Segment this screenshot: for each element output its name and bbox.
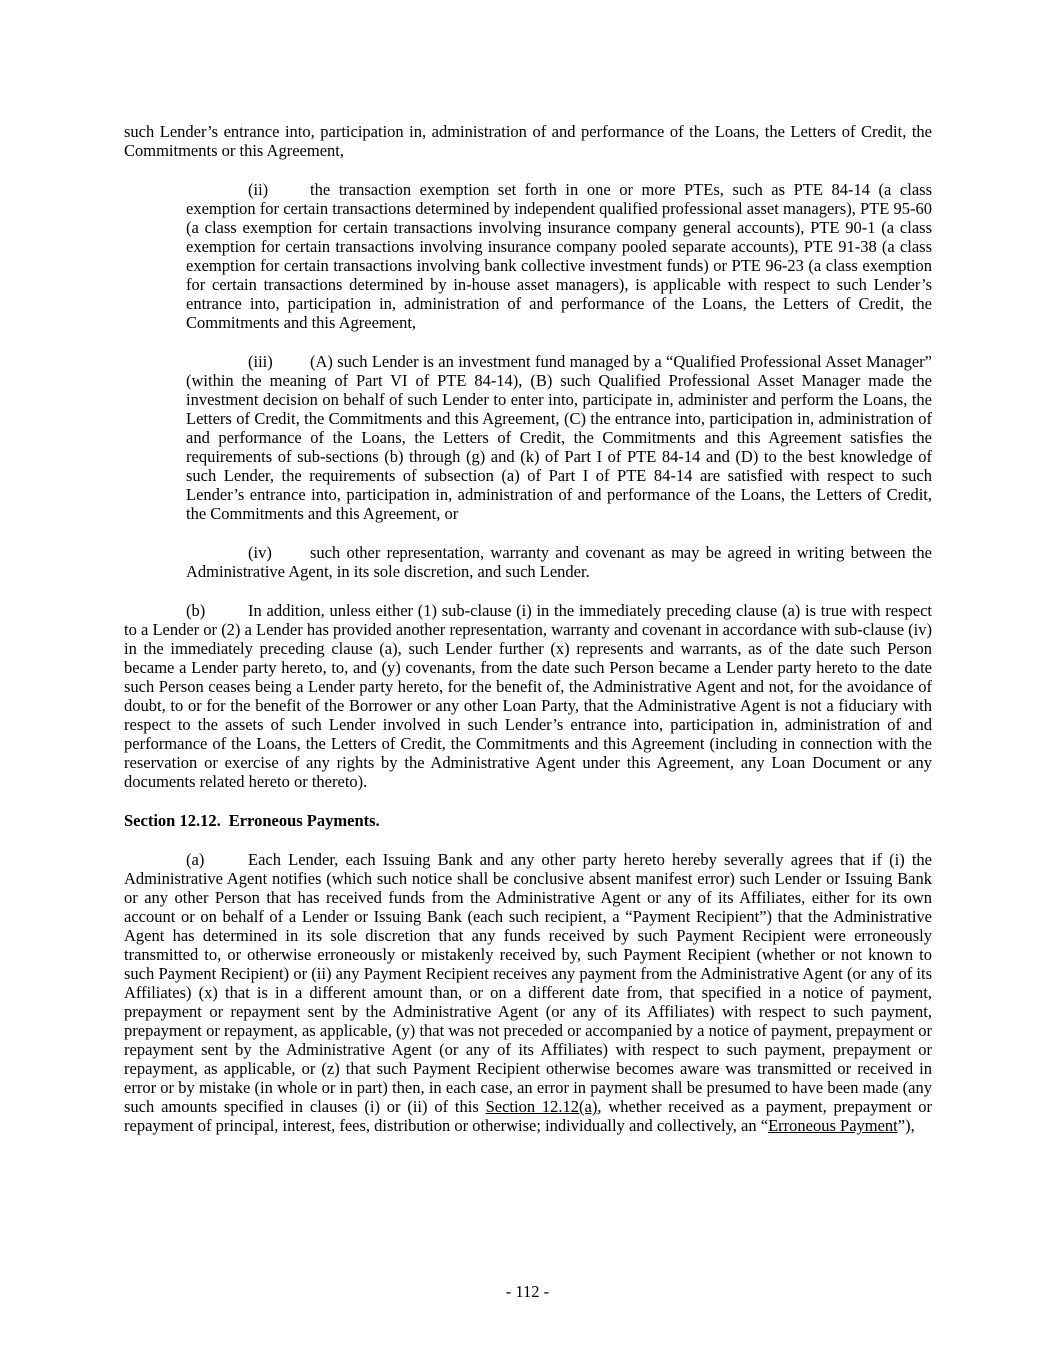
clause-a-text-3: ”),: [897, 1116, 915, 1135]
document-page: [124, 122, 932, 1135]
clause-iv-label: (iv): [248, 543, 272, 562]
clause-iii-text: (A) such Lender is an investment fund managed by a “Qualified Professional Asset Manager” (within the meaning of Part VI of PTE 84-14), (B) such Qualified Professional Asset Manager made the investment decision on behalf of such Lender to enter into, participate in, administer and perform the Loans, the Letters of Credit, the Commitments and this Agreement, (C) the entrance into, participation in, administration of and performance of the Loans, the Letters of Credit, the Commitments and this Agreement satisfies the requirements of sub-sections (b) through (g) and (k) of Part I of PTE 84-14 and (D) to the best knowledge of such Lender, the requirements of subsection (a) of Part I of PTE 84-14 are satisfied with respect to such Lender’s entrance into, participation in, administration of and performance of the Loans, the Letters of Credit, the Commitments and this Agreement, or: [186, 352, 932, 523]
clause-a: [124, 850, 932, 1135]
clause-ii-text: the transaction exemption set forth in one or more PTEs, such as PTE 84-14 (a class exemption for certain transactions determined by independent qualified professional asset managers), PTE 95-60 (a class exemption for certain transactions involving insurance company general accounts), PTE 90-1 (a class exemption for certain transactions involving insurance company pooled separate accounts), PTE 91-38 (a class exemption for certain transactions involving bank collective investment funds) or PTE 96-23 (a class exemption for certain transactions determined by in-house asset managers), is applicable with respect to such Lender’s entrance into, participation in, administration of and performance of the Loans, the Letters of Credit, the Commitments and this Agreement,: [186, 180, 932, 332]
clause-ii: [186, 180, 932, 332]
clause-iii: [186, 352, 932, 523]
section-reference-link[interactable]: Section 12.12(a): [485, 1097, 598, 1116]
section-heading: [124, 811, 932, 830]
paragraph-continuation: such Lender’s entrance into, participation in, administration of and performance of the Loans, the Letters of Credit, the Commitments or this Agreement,: [124, 122, 932, 160]
clause-ii-label: (ii): [248, 180, 269, 199]
clause-b-text: In addition, unless either (1) sub-clause (i) in the immediately preceding clause (a) is true with respect to a Lender or (2) a Lender has provided another representation, warranty and covenant in accordance with sub-clause (iv) in the immediately preceding clause (a), such Lender further (x) represents and warrants, as of the date such Person became a Lender party hereto, to, and (y) covenants, from the date such Person became a Lender party hereto to the date such Person ceases being a Lender party hereto, for the benefit of, the Administrative Agent and not, for the avoidance of doubt, to or for the benefit of the Borrower or any other Loan Party, that the Administrative Agent is not a fiduciary with respect to the assets of such Lender involved in such Lender’s entrance into, participation in, administration of and performance of the Loans, the Letters of Credit, the Commitments and this Agreement (including in connection with the reservation or exercise of any rights by the Administrative Agent under this Agreement, any Loan Document or any documents related hereto or thereto).: [124, 601, 932, 791]
section-number: Section 12.12.: [124, 811, 221, 830]
clause-b: [124, 601, 932, 791]
clause-a-text-1: Each Lender, each Issuing Bank and any other party hereto hereby severally agrees that if (i) the Administrative Agent notifies (which such notice shall be conclusive absent manifest error) such Lender or Issuing Bank or any other Person that has received funds from the Administrative Agent or any of its Affiliates, either for its own account or on behalf of a Lender or Issuing Bank (each such recipient, a “Payment Recipient”) that the Administrative Agent has determined in its sole discretion that any funds received by such Payment Recipient were erroneously transmitted to, or otherwise erroneously or mistakenly received by, such Payment Recipient (whether or not known to such Payment Recipient) or (ii) any Payment Recipient receives any payment from the Administrative Agent (or any of its Affiliates) (x) that is in a different amount than, or on a different date from, that specified in a notice of payment, prepayment or repayment sent by the Administrative Agent (or any of its Affiliates) with respect to such payment, prepayment or repayment, as applicable, (y) that was not preceded or accompanied by a notice of payment, prepayment or repayment sent by the Administrative Agent (or any of its Affiliates) with respect to such payment, prepayment or repayment, as applicable, or (z) that such Payment Recipient otherwise becomes aware was transmitted or received in error or by mistake (in whole or in part) then, in each case, an error in payment shall be presumed to have been made (any such amounts specified in clauses (i) or (ii) of this: [124, 850, 932, 1116]
page-number: - 112 -: [505, 1282, 550, 1301]
clause-iv-text: such other representation, warranty and covenant as may be agreed in writing between the Administrative Agent, in its sole discretion, and such Lender.: [186, 543, 932, 581]
clause-a-label: (a): [186, 850, 205, 869]
clause-iii-label: (iii): [248, 352, 273, 371]
defined-term: Erroneous Payment: [768, 1116, 898, 1135]
section-title: Erroneous Payments.: [228, 811, 380, 830]
clause-b-label: (b): [186, 601, 206, 620]
clause-iv: [186, 543, 932, 581]
clause-a-text-2: , whether received as a payment, prepayment or repayment of principal, interest, fees, distribution or otherwise; individually and collectively, an “: [124, 1097, 932, 1135]
